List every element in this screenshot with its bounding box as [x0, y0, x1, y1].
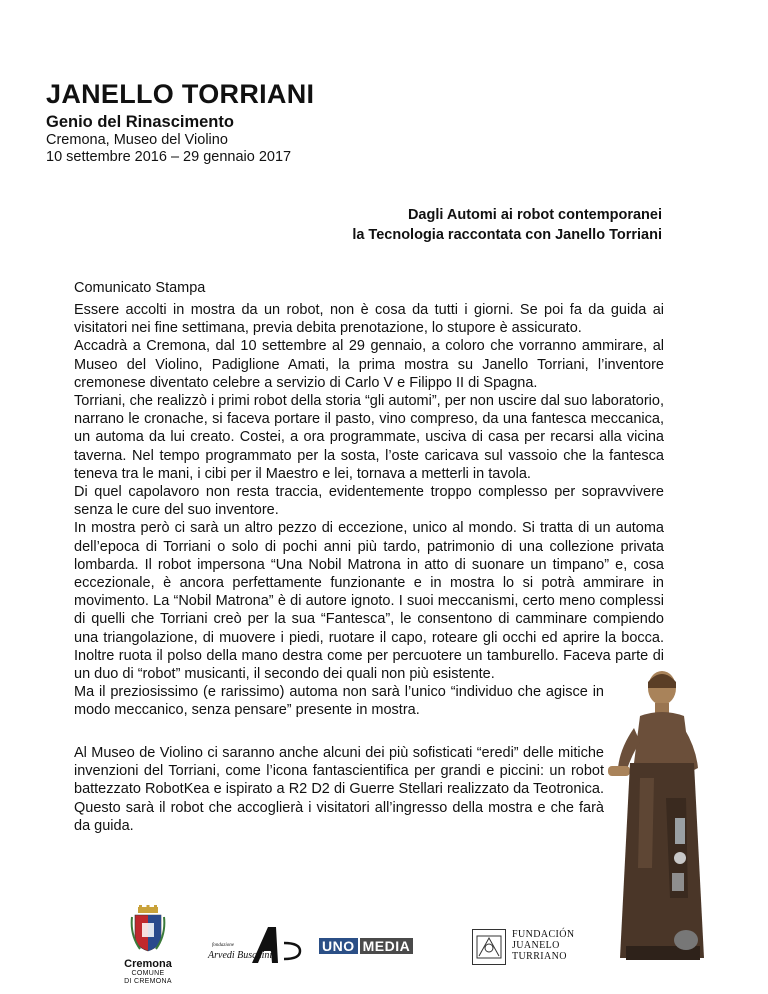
- exhibition-subtitle: Genio del Rinascimento: [46, 113, 234, 131]
- cremona-sub-1: COMUNE: [131, 970, 165, 977]
- fundacion-emblem-icon: [472, 929, 506, 965]
- fundacion-line-2: JUANELO: [512, 940, 560, 951]
- uno-text: UNO: [319, 938, 358, 954]
- media-text: MEDIA: [360, 938, 414, 954]
- comune-cremona-logo: [118, 905, 178, 986]
- cremona-sub-2: DI CREMONA: [124, 978, 172, 985]
- press-release-body-2: [74, 744, 664, 835]
- paragraph: Accadrà a Cremona, dal 10 settembre al 29 gennaio, a coloro che vorranno ammirare, al Museo del Violino, Padiglione Amati, la prima mostra su Janello Torriani, l’inventore cremonese diventato celebre a servizio di Carlo V e Filippo II di Spagna.: [74, 338, 664, 391]
- press-release-body: [74, 301, 664, 720]
- unomedia-logo: [319, 938, 413, 954]
- paragraph: Al Museo de Violino ci saranno anche alcuni dei più sofisticati “eredi” delle mitiche invenzioni del Torriani, come l’icona fantascientifica per grandi e piccini: un robot battezzato RobotKea e ispirato a R2 D2 di Guerre Stellari realizzato da Teotronica. Questo sarà il robot che accoglierà i visitatori all’ingresso della mostra e che farà da guida.: [74, 745, 604, 834]
- section-heading-line2: la Tecnologia raccontata con Janello Torriani: [352, 227, 662, 243]
- fundacion-line-3: TURRIANO: [512, 951, 567, 962]
- fundacion-juanelo-turriano-logo: [472, 929, 575, 965]
- fundacion-line-1: FUNDACIÓN: [512, 929, 575, 940]
- paragraph: In mostra però ci sarà un altro pezzo di eccezione, unico al mondo. Si tratta di un automa dell’epoca di Torriani o solo di pochi anni più tardo, patrimonio di una collezione privata lombarda. Il robot impersona “Una Nobil Matrona in atto di suonare un timpano” e, cosa eccezionale, è ancora perfettamente funzionante e in mostra lo si potrà ammirare in movimento. La “Nobil Matrona” è di autore ignoto. I suoi meccanismi, certo meno complessi di quelli che Torriani creò per la sua “Fantesca”, le consentono di camminare compiendo una triangolazione, di muovere i piedi, ruotare il capo, roteare gli occhi ed aprire la bocca. Inoltre ruota il polso della mano destra come per percuotere un tamburello. Faceva parte di un duo di “robot” musicanti, il secondo dei quali non più esistente.: [74, 520, 664, 683]
- exhibition-dates: 10 settembre 2016 – 29 gennaio 2017: [46, 149, 292, 165]
- arvedi-small: fondazione: [212, 943, 234, 948]
- press-release-label: Comunicato Stampa: [74, 280, 206, 296]
- paragraph: Essere accolti in mostra da un robot, non è cosa da tutti i giorni. Se poi fa da guida ai visitatori nei fine settimana, previa debita prenotazione, lo stupore è assicurato.: [74, 302, 664, 337]
- cremona-name: Cremona: [124, 958, 172, 970]
- paragraph: Di quel capolavoro non resta traccia, evidentemente troppo complesso per sopravvivere senza le cure del suo inventore.: [74, 484, 664, 519]
- fondazione-arvedi-logo: [206, 925, 306, 965]
- exhibition-title: JANELLO TORRIANI: [46, 79, 315, 109]
- arvedi-name: Arvedi Buschini: [208, 950, 273, 961]
- exhibition-place: Cremona, Museo del Violino: [46, 132, 228, 148]
- automaton-photo: [600, 668, 715, 968]
- section-heading: [352, 205, 662, 245]
- cremona-crest-icon: [130, 905, 166, 953]
- paragraph: Ma il preziosissimo (e rarissimo) automa non sarà l’unico “individuo che agisce in modo meccanico, senza pensare” presente in mostra.: [74, 684, 604, 719]
- section-heading-line1: Dagli Automi ai robot contemporanei: [407, 207, 662, 223]
- document-header: [46, 78, 314, 166]
- paragraph: Torriani, che realizzò i primi robot della storia “gli automi”, per non uscire dal suo laboratorio, narrano le cronache, si faceva portare il pasto, vino compreso, da una fantesca meccanica, un automa da lui creato. Costei, a ora programmate, usciva di casa per recarsi alla vicina taverna. Nel tempo programmato per la sosta, l’oste caricava sul vassoio che la fantesca teneva tra le mani, i cibi per il Maestro e lei, tornava a metterli in tavola.: [74, 393, 664, 482]
